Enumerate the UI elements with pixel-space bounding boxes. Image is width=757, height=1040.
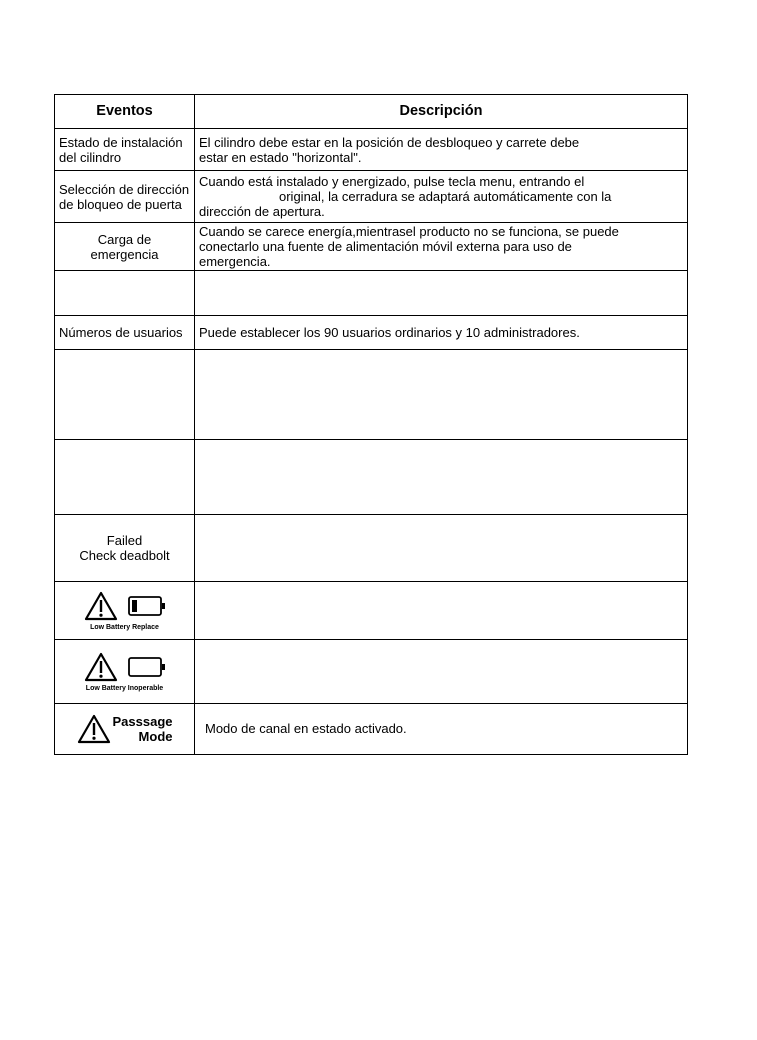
table-row <box>55 440 688 514</box>
passage-group <box>59 714 190 744</box>
header-eventos: Eventos <box>55 95 195 129</box>
desc-cell <box>195 271 688 316</box>
table-row <box>55 171 688 223</box>
passage-mode-label: Passsage Mode <box>112 713 173 744</box>
event-cell: Carga de emergencia <box>55 223 195 271</box>
desc-line <box>199 189 683 204</box>
header-descripcion: Descripción <box>195 95 688 129</box>
battery-low-icon <box>128 596 166 616</box>
desc-cell <box>195 639 688 703</box>
warning-triangle-icon <box>84 652 118 682</box>
event-cell: Selección de dirección de bloqueo de puerta <box>55 171 195 223</box>
table-row <box>55 581 688 639</box>
desc-cell: Cuando se carece energía,mientrasel producto no se funciona, se puede conectarlo una fuente de alimentación móvil externa para uso de emergencia. <box>195 223 688 271</box>
table-row <box>55 350 688 440</box>
desc-line-text: original, la cerradura se adaptará automáticamente con la <box>279 189 612 205</box>
event-cell <box>55 440 195 514</box>
desc-cell <box>195 581 688 639</box>
desc-cell <box>195 350 688 440</box>
table-row <box>55 639 688 703</box>
desc-cell <box>195 171 688 223</box>
table-row <box>55 703 688 754</box>
table-row <box>55 514 688 581</box>
event-cell: Estado de instalación del cilindro <box>55 129 195 171</box>
desc-line: dirección de apertura. <box>199 204 325 220</box>
event-cell <box>55 271 195 316</box>
desc-cell: El cilindro debe estar en la posición de desbloqueo y carrete debe estar en estado "horizontal". <box>195 129 688 171</box>
desc-cell <box>195 514 688 581</box>
event-cell: Failed Check deadbolt <box>55 514 195 581</box>
event-cell <box>55 350 195 440</box>
event-cell <box>55 639 195 703</box>
warning-triangle-icon <box>84 591 118 621</box>
battery-caption: Low Battery Inoperable <box>85 684 164 692</box>
table-header-row <box>55 95 688 129</box>
battery-caption: Low Battery Replace <box>90 623 159 631</box>
desc-cell <box>195 440 688 514</box>
battery-empty-icon <box>128 657 166 677</box>
event-cell <box>55 703 195 754</box>
icon-group <box>59 652 190 682</box>
table-row <box>55 271 688 316</box>
event-cell <box>55 581 195 639</box>
table-row <box>55 129 688 171</box>
desc-cell: Puede establecer los 90 usuarios ordinarios y 10 administradores. <box>195 316 688 350</box>
icon-group <box>59 591 190 621</box>
desc-line: Cuando está instalado y energizado, pulse tecla menu, entrando el <box>199 174 585 190</box>
event-cell: Números de usuarios <box>55 316 195 350</box>
warning-triangle-icon <box>77 714 111 744</box>
table-row <box>55 316 688 350</box>
events-table <box>54 94 688 755</box>
desc-cell: Modo de canal en estado activado. <box>195 703 688 754</box>
table-row <box>55 223 688 271</box>
